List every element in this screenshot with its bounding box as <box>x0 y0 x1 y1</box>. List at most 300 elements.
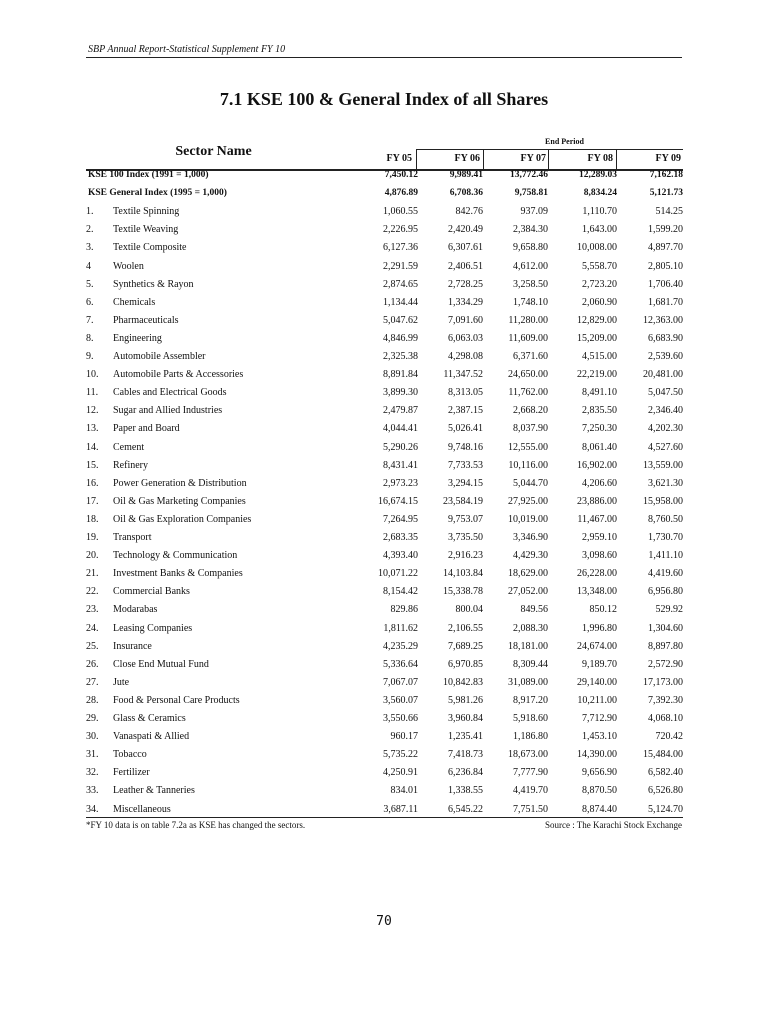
table-row <box>86 333 683 351</box>
value-cell: 9,758.81 <box>514 188 548 199</box>
row-number: 9. <box>86 351 94 362</box>
row-number: 1. <box>86 206 94 218</box>
value-cell: 2,387.15 <box>448 405 483 417</box>
value-cell: 1,730.70 <box>648 532 683 543</box>
value-cell: 10,842.83 <box>443 676 483 688</box>
index-name: KSE 100 Index (1991 = 1,000) <box>88 170 209 180</box>
table-row <box>86 478 683 496</box>
value-cell: 2,088.30 <box>513 622 548 634</box>
table-row <box>86 224 683 242</box>
value-cell: 7,418.73 <box>448 749 483 761</box>
value-cell: 5,044.70 <box>513 477 548 489</box>
sector-name: Power Generation & Distribution <box>113 477 247 489</box>
value-cell: 1,060.55 <box>383 206 418 218</box>
sector-name: Automobile Parts & Accessories <box>113 369 244 381</box>
value-cell: 6,526.80 <box>648 785 683 797</box>
value-cell: 10,019.00 <box>508 513 548 525</box>
value-cell: 2,728.25 <box>448 278 483 290</box>
sector-name: Woolen <box>113 260 144 272</box>
sector-name: Miscellaneous <box>113 803 171 815</box>
row-number: 33. <box>86 785 99 797</box>
table-row <box>86 604 683 622</box>
sector-name: Automobile Assembler <box>113 351 206 362</box>
value-cell: 12,289.03 <box>579 170 617 180</box>
row-number: 29. <box>86 713 99 724</box>
value-cell: 2,683.35 <box>383 532 418 543</box>
value-cell: 2,835.50 <box>582 405 617 417</box>
sector-name: Fertilizer <box>113 767 150 779</box>
table-row <box>86 532 683 550</box>
value-cell: 2,291.59 <box>383 260 418 272</box>
sector-name: Tobacco <box>113 749 147 761</box>
table-row <box>86 242 683 260</box>
value-cell: 4,419.70 <box>513 785 548 797</box>
row-number: 15. <box>86 459 99 471</box>
table-row <box>86 767 683 785</box>
value-cell: 2,668.20 <box>513 405 548 417</box>
table-row <box>86 460 683 478</box>
value-cell: 5,047.50 <box>648 387 683 399</box>
sector-name: Leather & Tanneries <box>113 785 195 797</box>
table-row <box>86 804 683 822</box>
sector-name: Sugar and Allied Industries <box>113 405 223 417</box>
row-number: 23. <box>86 604 99 616</box>
value-cell: 4,202.30 <box>648 423 683 435</box>
header-rule <box>86 57 682 58</box>
value-cell: 1,599.20 <box>648 224 683 236</box>
value-cell: 3,550.66 <box>383 713 418 724</box>
value-cell: 5,735.22 <box>383 749 418 761</box>
sector-name: Investment Banks & Companies <box>113 568 243 580</box>
value-cell: 8,154.42 <box>383 586 418 598</box>
row-number: 10. <box>86 369 99 381</box>
value-cell: 6,708.36 <box>449 188 483 199</box>
table-bottom-rule <box>86 817 683 818</box>
value-cell: 7,733.53 <box>448 459 483 471</box>
column-divider <box>616 149 617 170</box>
sector-name: Technology & Communication <box>113 550 238 562</box>
sector-name: Cables and Electrical Goods <box>113 387 227 399</box>
value-cell: 22,219.00 <box>577 369 617 381</box>
value-cell: 13,348.00 <box>577 586 617 598</box>
value-cell: 31,089.00 <box>508 676 548 688</box>
value-cell: 9,656.90 <box>582 767 617 779</box>
row-number: 16. <box>86 477 99 489</box>
value-cell: 2,106.55 <box>448 622 483 634</box>
table-row <box>86 514 683 532</box>
value-cell: 5,918.60 <box>513 713 548 724</box>
row-number: 20. <box>86 550 99 562</box>
value-cell: 1,681.70 <box>648 296 683 308</box>
value-cell: 6,127.36 <box>383 242 418 254</box>
value-cell: 842.76 <box>455 206 483 218</box>
value-cell: 24,674.00 <box>577 640 617 652</box>
value-cell: 6,582.40 <box>648 767 683 779</box>
value-cell: 4,612.00 <box>513 260 548 272</box>
page-number: 70 <box>376 914 392 929</box>
sector-name: Glass & Ceramics <box>113 713 186 724</box>
value-cell: 7,751.50 <box>513 803 548 815</box>
value-cell: 1,334.29 <box>448 296 483 308</box>
value-cell: 11,609.00 <box>508 332 548 344</box>
value-cell: 4,206.60 <box>582 477 617 489</box>
value-cell: 8,037.90 <box>513 423 548 435</box>
value-cell: 8,891.84 <box>383 369 418 381</box>
sector-name: Commercial Banks <box>113 586 190 598</box>
row-number: 25. <box>86 640 99 652</box>
value-cell: 4,429.30 <box>513 550 548 562</box>
value-cell: 2,479.87 <box>383 405 418 417</box>
end-period-rule <box>416 149 683 150</box>
table-row <box>86 586 683 604</box>
value-cell: 960.17 <box>390 731 418 743</box>
value-cell: 1,110.70 <box>582 206 617 218</box>
row-number: 4 <box>86 260 91 272</box>
value-cell: 2,874.65 <box>383 278 418 290</box>
value-cell: 3,258.50 <box>513 278 548 290</box>
value-cell: 7,392.30 <box>648 694 683 706</box>
value-cell: 9,753.07 <box>448 513 483 525</box>
row-number: 34. <box>86 803 99 815</box>
year-header-fy08: FY 08 <box>587 153 613 164</box>
table-row <box>86 206 683 224</box>
row-number: 22. <box>86 586 99 598</box>
sector-name: Textile Composite <box>113 242 187 254</box>
value-cell: 4,393.40 <box>383 550 418 562</box>
value-cell: 7,689.25 <box>448 640 483 652</box>
value-cell: 15,209.00 <box>577 332 617 344</box>
sector-name: Insurance <box>113 640 152 652</box>
row-number: 2. <box>86 224 94 236</box>
value-cell: 6,307.61 <box>448 242 483 254</box>
value-cell: 8,870.50 <box>582 785 617 797</box>
value-cell: 3,687.11 <box>383 803 418 815</box>
table-row <box>86 496 683 514</box>
value-cell: 800.04 <box>455 604 483 616</box>
value-cell: 18,629.00 <box>508 568 548 580</box>
value-cell: 3,098.60 <box>582 550 617 562</box>
value-cell: 7,450.12 <box>384 170 418 180</box>
value-cell: 8,313.05 <box>448 387 483 399</box>
value-cell: 8,431.41 <box>383 459 418 471</box>
value-cell: 2,959.10 <box>582 532 617 543</box>
index-row <box>86 188 683 206</box>
value-cell: 1,996.80 <box>582 622 617 634</box>
value-cell: 11,762.00 <box>508 387 548 399</box>
value-cell: 5,290.26 <box>383 441 418 453</box>
value-cell: 2,916.23 <box>448 550 483 562</box>
row-number: 30. <box>86 731 99 743</box>
sector-name: Transport <box>113 532 152 543</box>
value-cell: 1,643.00 <box>582 224 617 236</box>
row-number: 17. <box>86 495 99 507</box>
value-cell: 16,902.00 <box>577 459 617 471</box>
table-row <box>86 695 683 713</box>
value-cell: 27,052.00 <box>508 586 548 598</box>
row-number: 31. <box>86 749 99 761</box>
table-row <box>86 261 683 279</box>
table-row <box>86 623 683 641</box>
table-row <box>86 315 683 333</box>
row-number: 18. <box>86 513 99 525</box>
value-cell: 12,555.00 <box>508 441 548 453</box>
value-cell: 2,325.38 <box>383 351 418 362</box>
row-number: 21. <box>86 568 99 580</box>
row-number: 19. <box>86 532 99 543</box>
row-number: 3. <box>86 242 94 254</box>
value-cell: 5,121.73 <box>649 188 683 199</box>
value-cell: 10,116.00 <box>508 459 548 471</box>
footnote: *FY 10 data is on table 7.2a as KSE has changed the sectors. <box>86 820 306 830</box>
year-header-fy05: FY 05 <box>386 153 412 164</box>
value-cell: 6,683.90 <box>648 332 683 344</box>
value-cell: 2,384.30 <box>513 224 548 236</box>
page-title: 7.1 KSE 100 & General Index of all Shares <box>219 89 549 109</box>
value-cell: 1,748.10 <box>513 296 548 308</box>
value-cell: 2,060.90 <box>582 296 617 308</box>
value-cell: 20,481.00 <box>643 369 683 381</box>
value-cell: 1,706.40 <box>648 278 683 290</box>
value-cell: 4,235.29 <box>383 640 418 652</box>
value-cell: 18,673.00 <box>508 749 548 761</box>
value-cell: 16,674.15 <box>378 495 418 507</box>
sector-name: Cement <box>113 441 145 453</box>
column-divider <box>548 149 549 170</box>
table-row <box>86 749 683 767</box>
value-cell: 3,735.50 <box>448 532 483 543</box>
value-cell: 720.42 <box>655 731 683 743</box>
value-cell: 1,304.60 <box>648 622 683 634</box>
value-cell: 1,338.55 <box>448 785 483 797</box>
value-cell: 8,491.10 <box>582 387 617 399</box>
value-cell: 6,063.03 <box>448 332 483 344</box>
table-row <box>86 279 683 297</box>
value-cell: 4,068.10 <box>648 713 683 724</box>
sector-name: Close End Mutual Fund <box>113 658 209 670</box>
table-row <box>86 785 683 803</box>
value-cell: 5,124.70 <box>648 803 683 815</box>
value-cell: 15,338.78 <box>443 586 483 598</box>
row-number: 7. <box>86 314 94 326</box>
value-cell: 14,103.84 <box>443 568 483 580</box>
value-cell: 6,236.84 <box>448 767 483 779</box>
value-cell: 12,829.00 <box>577 314 617 326</box>
value-cell: 9,748.16 <box>448 441 483 453</box>
row-number: 6. <box>86 296 94 308</box>
value-cell: 1,411.10 <box>648 550 683 562</box>
table-row <box>86 731 683 749</box>
value-cell: 6,970.85 <box>448 658 483 670</box>
value-cell: 5,336.64 <box>383 658 418 670</box>
value-cell: 7,777.90 <box>513 767 548 779</box>
row-number: 26. <box>86 658 99 670</box>
row-number: 12. <box>86 405 99 417</box>
sector-name: Food & Personal Care Products <box>113 694 240 706</box>
value-cell: 11,280.00 <box>508 314 548 326</box>
value-cell: 4,298.08 <box>448 351 483 362</box>
end-period-label: End Period <box>545 137 584 146</box>
table-row <box>86 641 683 659</box>
value-cell: 834.01 <box>390 785 418 797</box>
value-cell: 13,772.46 <box>510 170 548 180</box>
value-cell: 4,876.89 <box>384 188 418 199</box>
value-cell: 7,162.18 <box>649 170 683 180</box>
value-cell: 4,846.99 <box>383 332 418 344</box>
value-cell: 10,008.00 <box>577 242 617 254</box>
value-cell: 4,250.91 <box>383 767 418 779</box>
value-cell: 5,981.26 <box>448 694 483 706</box>
value-cell: 9,658.80 <box>513 242 548 254</box>
value-cell: 8,874.40 <box>582 803 617 815</box>
sector-name: Leasing Companies <box>113 622 193 634</box>
value-cell: 5,558.70 <box>582 260 617 272</box>
sector-name: Pharmaceuticals <box>113 314 179 326</box>
report-header-title: SBP Annual Report-Statistical Supplement FY 10 <box>88 44 286 55</box>
column-divider <box>483 149 484 170</box>
value-cell: 10,211.00 <box>577 694 617 706</box>
row-number: 11. <box>86 387 99 399</box>
value-cell: 11,347.52 <box>443 369 483 381</box>
value-cell: 12,363.00 <box>643 314 683 326</box>
value-cell: 27,925.00 <box>508 495 548 507</box>
source-note: Source : The Karachi Stock Exchange <box>544 820 682 830</box>
value-cell: 8,061.40 <box>582 441 617 453</box>
value-cell: 15,958.00 <box>643 495 683 507</box>
value-cell: 9,989.41 <box>449 170 483 180</box>
sector-name: Jute <box>113 676 130 688</box>
row-number: 32. <box>86 767 99 779</box>
value-cell: 7,250.30 <box>582 423 617 435</box>
table-row <box>86 351 683 369</box>
sector-name: Paper and Board <box>113 423 180 435</box>
value-cell: 1,235.41 <box>448 731 483 743</box>
value-cell: 2,572.90 <box>648 658 683 670</box>
value-cell: 11,467.00 <box>577 513 617 525</box>
value-cell: 5,026.41 <box>448 423 483 435</box>
sector-name: Synthetics & Rayon <box>113 278 194 290</box>
sector-name: Oil & Gas Exploration Companies <box>113 513 252 525</box>
value-cell: 3,560.07 <box>383 694 418 706</box>
value-cell: 937.09 <box>520 206 548 218</box>
table-row <box>86 405 683 423</box>
row-number: 8. <box>86 332 94 344</box>
value-cell: 24,650.00 <box>508 369 548 381</box>
value-cell: 850.12 <box>589 604 617 616</box>
value-cell: 1,134.44 <box>383 296 418 308</box>
value-cell: 4,419.60 <box>648 568 683 580</box>
value-cell: 2,805.10 <box>648 260 683 272</box>
table-row <box>86 423 683 441</box>
value-cell: 2,346.40 <box>648 405 683 417</box>
value-cell: 3,346.90 <box>513 532 548 543</box>
table-row <box>86 659 683 677</box>
value-cell: 2,226.95 <box>383 224 418 236</box>
value-cell: 17,173.00 <box>643 676 683 688</box>
row-number: 14. <box>86 441 99 453</box>
value-cell: 6,956.80 <box>648 586 683 598</box>
value-cell: 29,140.00 <box>577 676 617 688</box>
value-cell: 1,453.10 <box>582 731 617 743</box>
sector-name: Chemicals <box>113 296 156 308</box>
value-cell: 13,559.00 <box>643 459 683 471</box>
sector-name: Textile Weaving <box>113 224 179 236</box>
table-row <box>86 297 683 315</box>
row-number: 5. <box>86 278 94 290</box>
year-header-fy06: FY 06 <box>454 153 480 164</box>
value-cell: 2,406.51 <box>448 260 483 272</box>
row-number: 24. <box>86 622 99 634</box>
table-row <box>86 369 683 387</box>
sector-name-header: Sector Name <box>175 144 252 159</box>
value-cell: 3,899.30 <box>383 387 418 399</box>
value-cell: 514.25 <box>655 206 683 218</box>
value-cell: 2,973.23 <box>383 477 418 489</box>
column-divider <box>416 149 417 170</box>
value-cell: 4,527.60 <box>648 441 683 453</box>
sector-name: Textile Spinning <box>113 206 180 218</box>
table-row <box>86 568 683 586</box>
value-cell: 8,760.50 <box>648 513 683 525</box>
value-cell: 3,621.30 <box>648 477 683 489</box>
row-number: 27. <box>86 676 99 688</box>
value-cell: 4,515.00 <box>582 351 617 362</box>
value-cell: 15,484.00 <box>643 749 683 761</box>
table-row <box>86 713 683 731</box>
value-cell: 3,960.84 <box>448 713 483 724</box>
sector-name: Oil & Gas Marketing Companies <box>113 495 246 507</box>
value-cell: 9,189.70 <box>582 658 617 670</box>
table-row <box>86 550 683 568</box>
value-cell: 14,390.00 <box>577 749 617 761</box>
index-name: KSE General Index (1995 = 1,000) <box>88 188 227 199</box>
value-cell: 5,047.62 <box>383 314 418 326</box>
value-cell: 8,309.44 <box>513 658 548 670</box>
value-cell: 529.92 <box>655 604 683 616</box>
value-cell: 1,811.62 <box>383 622 418 634</box>
value-cell: 7,067.07 <box>383 676 418 688</box>
value-cell: 2,539.60 <box>648 351 683 362</box>
row-number: 28. <box>86 694 99 706</box>
value-cell: 23,886.00 <box>577 495 617 507</box>
table-row <box>86 442 683 460</box>
value-cell: 8,897.80 <box>648 640 683 652</box>
sector-name: Modarabas <box>113 604 158 616</box>
value-cell: 26,228.00 <box>577 568 617 580</box>
value-cell: 3,294.15 <box>448 477 483 489</box>
year-header-fy09: FY 09 <box>655 153 681 164</box>
year-header-fy07: FY 07 <box>520 153 546 164</box>
value-cell: 6,545.22 <box>448 803 483 815</box>
value-cell: 23,584.19 <box>443 495 483 507</box>
value-cell: 4,044.41 <box>383 423 418 435</box>
value-cell: 7,091.60 <box>448 314 483 326</box>
value-cell: 1,186.80 <box>513 731 548 743</box>
value-cell: 8,834.24 <box>583 188 617 199</box>
value-cell: 2,420.49 <box>448 224 483 236</box>
sector-name: Vanaspati & Allied <box>113 731 190 743</box>
table-row <box>86 677 683 695</box>
value-cell: 4,897.70 <box>648 242 683 254</box>
value-cell: 7,712.90 <box>582 713 617 724</box>
value-cell: 8,917.20 <box>513 694 548 706</box>
table-row <box>86 387 683 405</box>
index-row <box>86 170 683 188</box>
value-cell: 829.86 <box>390 604 418 616</box>
value-cell: 7,264.95 <box>383 513 418 525</box>
sector-name: Refinery <box>113 459 148 471</box>
sector-name: Engineering <box>113 332 162 344</box>
value-cell: 6,371.60 <box>513 351 548 362</box>
